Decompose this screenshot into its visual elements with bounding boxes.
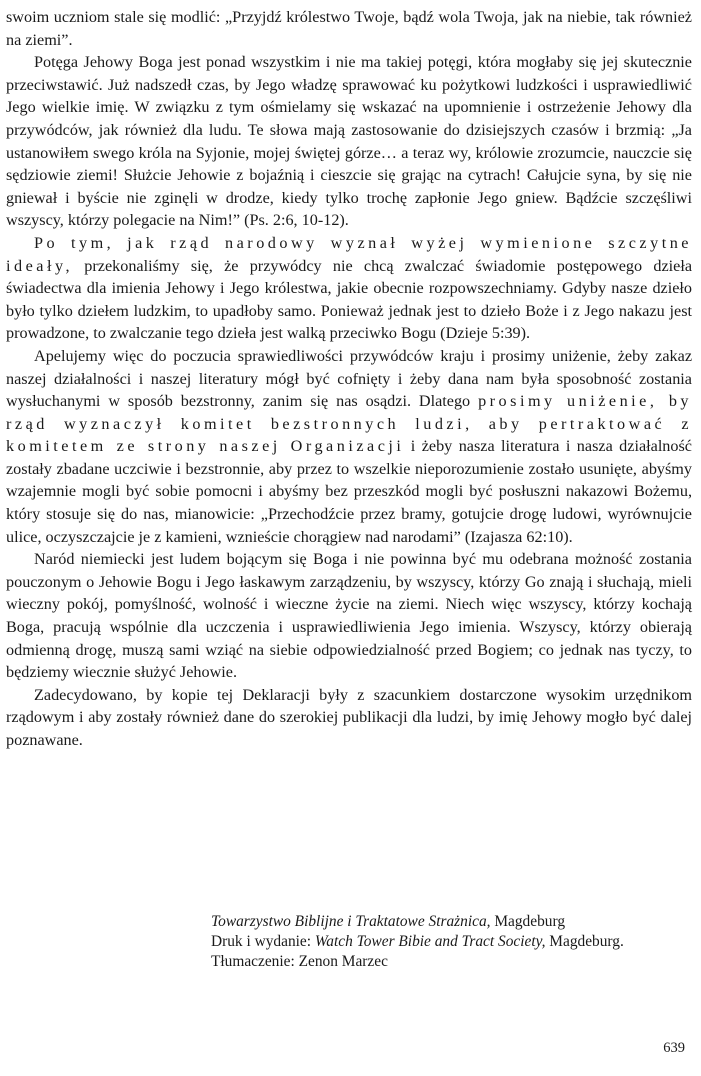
- paragraph-3-text: przekonaliśmy się, że przywódcy nie chcą zwalczać świadomie postępowego dzieła świadectwa dla imienia Jehowy i Jego królestwa, jakie obecnie rozpowszechniamy. Gdyby nasze dzieło było tylko dziełem ludzkim, to upadłoby samo. Ponieważ jednak jest to dzieło Boże i z Jego nakazu jest prowadzone, to zwalczanie tego dzieła jest walką przeciwko Bogu (Dzieje 5:39).: [6, 256, 692, 343]
- footer-printing-label: Druk i wydanie:: [211, 933, 315, 950]
- paragraph-2: [6, 51, 692, 232]
- footer-publisher-name: Towarzystwo Biblijne i Traktatowe Strażnica,: [211, 913, 491, 930]
- footer-line-translation: Tłumaczenie: Zenon Marzec: [211, 953, 388, 970]
- paragraph-4-text-before: Apelujemy więc do poczucia sprawiedliwości przywódców kraju i prosimy uniżenie, żeby zakaz naszej działalności i naszej literatury mógł być cofnięty i żeby dana nam była sposobność zostania wysłuchanymi w sposób bezstronny, zanim się nas osądzi. Dlatego: [6, 346, 692, 411]
- paragraph-6: [6, 684, 692, 752]
- publisher-footer: [211, 912, 624, 972]
- footer-printing-city: Magdeburg.: [545, 933, 624, 950]
- paragraph-5: [6, 548, 692, 684]
- paragraph-4: [6, 345, 692, 548]
- paragraph-6-text: Zadecydowano, by kopie tej Deklaracji były z szacunkiem dostarczone wysokim urzędnikom rządowym i aby zostały również dane do szerokiej publikacji dla ludzi, by imię Jehowy mogło być dalej poznawane.: [6, 685, 692, 749]
- page-number: 639: [663, 1040, 685, 1056]
- footer-line-publisher: [211, 912, 624, 932]
- paragraph-3: [6, 232, 692, 345]
- paragraph-1-text: swoim uczniom stale się modlić: „Przyjdź królestwo Twoje, bądź wola Twoja, jak na niebie, tak również na ziemi”.: [6, 8, 692, 49]
- document-body: [6, 6, 692, 752]
- paragraph-4-spaced-mid: prosimy uniżenie, by rząd wyznaczył komitet bezstronnych ludzi, aby pertraktować z komitetem ze strony naszej Organizacji: [6, 392, 693, 456]
- paragraph-4-text-after: i żeby nasza literatura i nasza działalność zostały zbadane uczciwie i bezstronnie, aby przez to wszelkie nieporozumienie zostało usunięte, abyśmy wzajemnie mogli być sobie pomocni i abyśmy bez przeszkód mogli być posłuszni nakazowi Bożemu, który stosuje się do nas, mianowicie: „Przechodźcie przez bramy, gotujcie drogę ludowi, wyrównujcie ulice, oczyszczajcie je z kamieni, wznieście chorągiew nad narodami” (Izajasza 62:10).: [6, 437, 692, 546]
- paragraph-1: [6, 6, 692, 51]
- footer-publisher-city: Magdeburg: [490, 913, 566, 930]
- paragraph-2-text: Potęga Jehowy Boga jest ponad wszystkim i nie ma takiej potęgi, która mogłaby się jej skutecznie przeciwstawić. Już nadszedł czas, by Jego władzę sprawować ku pożytkowi ludzkości i usprawiedliwić Jego wielkie imię. W związku z tym ośmielamy się wskazać na upomnienie i ostrzeżenie Jehowy dla przywódców, jak również dla ludu. Te słowa mają zastosowanie do dzisiejszych czasów i brzmią: „Ja ustanowiłem swego króla na Syjonie, mojej świętej górze… a teraz wy, królowie zrozumcie, nauczcie się sędziowie ziemi! Służcie Jehowie z bojaźnią i cieszcie się grając na cytrach! Całujcie syna, by się nie gniewał i byście nie zginęli w drodze, kiedy tylko trochę zapłonie Jego gniew. Bądźcie szczęśliwi wszyscy, którzy polegacie na Nim!” (Ps. 2:6, 10-12).: [6, 53, 692, 230]
- footer-printing-society: Watch Tower Bibie and Tract Society,: [314, 933, 546, 950]
- footer-line-printing: [211, 932, 624, 952]
- paragraph-3-spaced-lead: Po tym, jak rząd narodowy wyznał wyżej wymienione szczytne ideały,: [6, 233, 692, 275]
- paragraph-5-text: Naród niemiecki jest ludem bojącym się Boga i nie powinna być mu odebrana możność zostania pouczonym o Jehowie Bogu i Jego łaskawym zarządzeniu, by wszyscy, którzy Go znają i słuchają, mieli wieczny pokój, pomyślność, wolność i wieczne życie na ziemi. Niech więc wszyscy, którzy kochają Boga, pracują wspólnie dla uczczenia i usprawiedliwienia Jego imienia. Wszyscy, którzy obierają odmienną drogę, muszą sami wziąć na siebie odpowiedzialność przed Bogiem; co jednak nas tyczy, to będziemy wiecznie służyć Jehowie.: [6, 550, 692, 682]
